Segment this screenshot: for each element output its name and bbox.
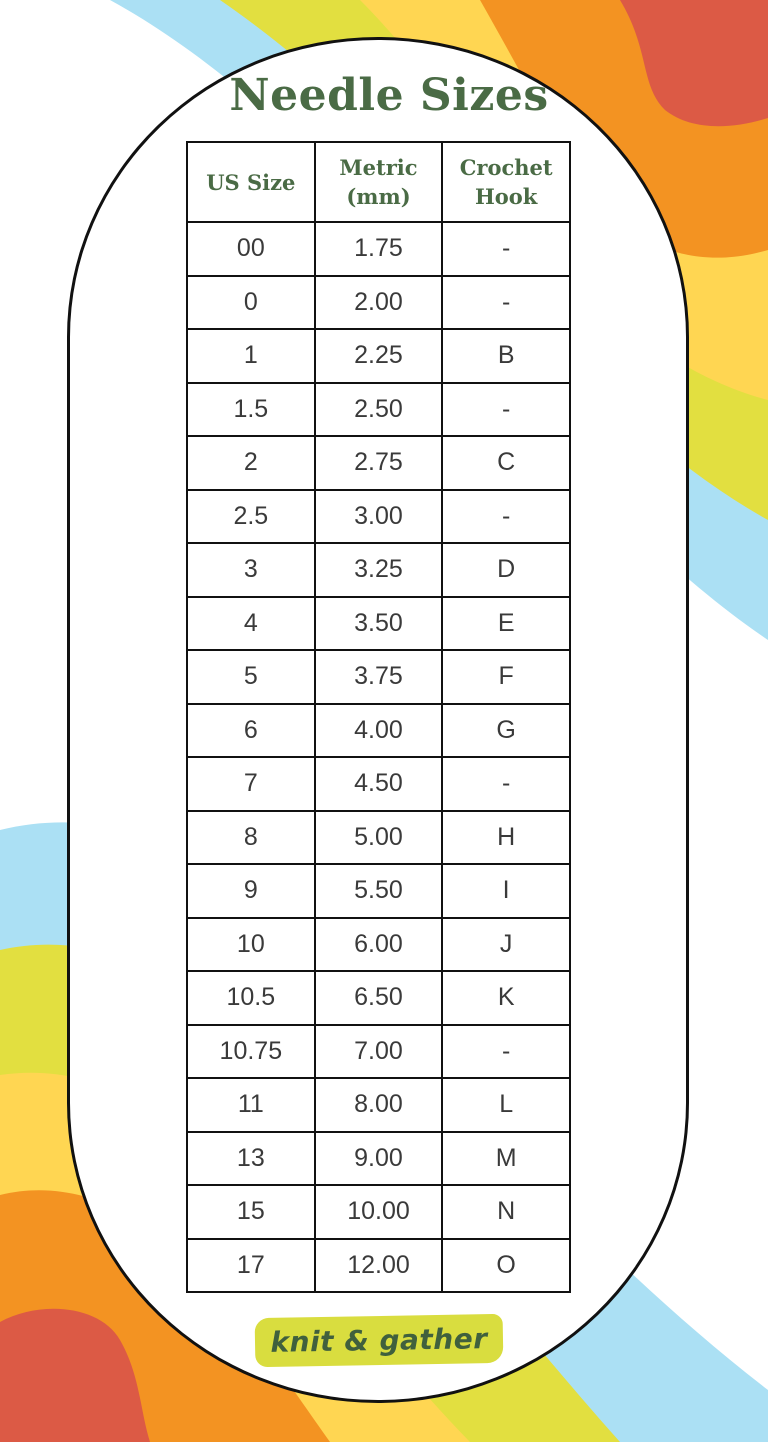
- us-size-cell: 10.5: [187, 971, 315, 1025]
- brand-name: knit & gather: [270, 1322, 488, 1359]
- crochet-hook-cell: I: [442, 864, 570, 918]
- us-size-cell: 00: [187, 222, 315, 276]
- crochet-hook-cell: K: [442, 971, 570, 1025]
- us-size-cell: 5: [187, 650, 315, 704]
- table-row: [187, 543, 570, 597]
- column-header-metric: Metric (mm): [315, 142, 443, 222]
- metric-cell: 2.75: [315, 436, 443, 490]
- table-row: [187, 1025, 570, 1079]
- table-row: [187, 597, 570, 651]
- table-row: [187, 650, 570, 704]
- crochet-hook-cell: J: [442, 918, 570, 972]
- metric-cell: 6.50: [315, 971, 443, 1025]
- crochet-hook-cell: O: [442, 1239, 570, 1293]
- us-size-cell: 1.5: [187, 383, 315, 437]
- table-row: [187, 918, 570, 972]
- us-size-cell: 7: [187, 757, 315, 811]
- us-size-cell: 2.5: [187, 490, 315, 544]
- table-row: [187, 1078, 570, 1132]
- table-row: [187, 222, 570, 276]
- crochet-hook-cell: -: [442, 1025, 570, 1079]
- metric-cell: 8.00: [315, 1078, 443, 1132]
- metric-cell: 2.25: [315, 329, 443, 383]
- metric-cell: 2.50: [315, 383, 443, 437]
- metric-cell: 3.00: [315, 490, 443, 544]
- metric-cell: 7.00: [315, 1025, 443, 1079]
- crochet-hook-cell: F: [442, 650, 570, 704]
- crochet-hook-cell: -: [442, 276, 570, 330]
- crochet-hook-cell: H: [442, 811, 570, 865]
- metric-cell: 12.00: [315, 1239, 443, 1293]
- us-size-cell: 17: [187, 1239, 315, 1293]
- metric-cell: 6.00: [315, 918, 443, 972]
- table-row: [187, 436, 570, 490]
- table-header-row: [187, 142, 570, 222]
- table-body: [187, 222, 570, 1292]
- crochet-hook-cell: C: [442, 436, 570, 490]
- us-size-cell: 10.75: [187, 1025, 315, 1079]
- page-title: Needle Sizes: [229, 70, 549, 121]
- table-row: [187, 490, 570, 544]
- table-row: [187, 383, 570, 437]
- us-size-cell: 3: [187, 543, 315, 597]
- us-size-cell: 2: [187, 436, 315, 490]
- metric-cell: 1.75: [315, 222, 443, 276]
- us-size-cell: 0: [187, 276, 315, 330]
- metric-cell: 10.00: [315, 1185, 443, 1239]
- us-size-cell: 15: [187, 1185, 315, 1239]
- table-row: [187, 1132, 570, 1186]
- table-row: [187, 704, 570, 758]
- crochet-hook-cell: L: [442, 1078, 570, 1132]
- us-size-cell: 13: [187, 1132, 315, 1186]
- table-row: [187, 864, 570, 918]
- column-header-crochet-hook: Crochet Hook: [442, 142, 570, 222]
- crochet-hook-cell: -: [442, 383, 570, 437]
- metric-cell: 9.00: [315, 1132, 443, 1186]
- crochet-hook-cell: N: [442, 1185, 570, 1239]
- table-row: [187, 1185, 570, 1239]
- us-size-cell: 9: [187, 864, 315, 918]
- crochet-hook-cell: M: [442, 1132, 570, 1186]
- metric-cell: 3.50: [315, 597, 443, 651]
- crochet-hook-cell: D: [442, 543, 570, 597]
- crochet-hook-cell: G: [442, 704, 570, 758]
- us-size-cell: 6: [187, 704, 315, 758]
- table-row: [187, 971, 570, 1025]
- table-row: [187, 276, 570, 330]
- us-size-cell: 11: [187, 1078, 315, 1132]
- crochet-hook-cell: B: [442, 329, 570, 383]
- crochet-hook-cell: -: [442, 222, 570, 276]
- table-row: [187, 811, 570, 865]
- needle-size-table: [186, 141, 571, 1293]
- crochet-hook-cell: -: [442, 757, 570, 811]
- metric-cell: 4.50: [315, 757, 443, 811]
- crochet-hook-cell: E: [442, 597, 570, 651]
- brand-logo: [255, 1314, 504, 1367]
- metric-cell: 3.25: [315, 543, 443, 597]
- us-size-cell: 8: [187, 811, 315, 865]
- metric-cell: 5.00: [315, 811, 443, 865]
- metric-cell: 4.00: [315, 704, 443, 758]
- column-header-us-size: US Size: [187, 142, 315, 222]
- table-row: [187, 757, 570, 811]
- table-row: [187, 329, 570, 383]
- table-row: [187, 1239, 570, 1293]
- crochet-hook-cell: -: [442, 490, 570, 544]
- us-size-cell: 4: [187, 597, 315, 651]
- metric-cell: 5.50: [315, 864, 443, 918]
- metric-cell: 2.00: [315, 276, 443, 330]
- us-size-cell: 10: [187, 918, 315, 972]
- us-size-cell: 1: [187, 329, 315, 383]
- metric-cell: 3.75: [315, 650, 443, 704]
